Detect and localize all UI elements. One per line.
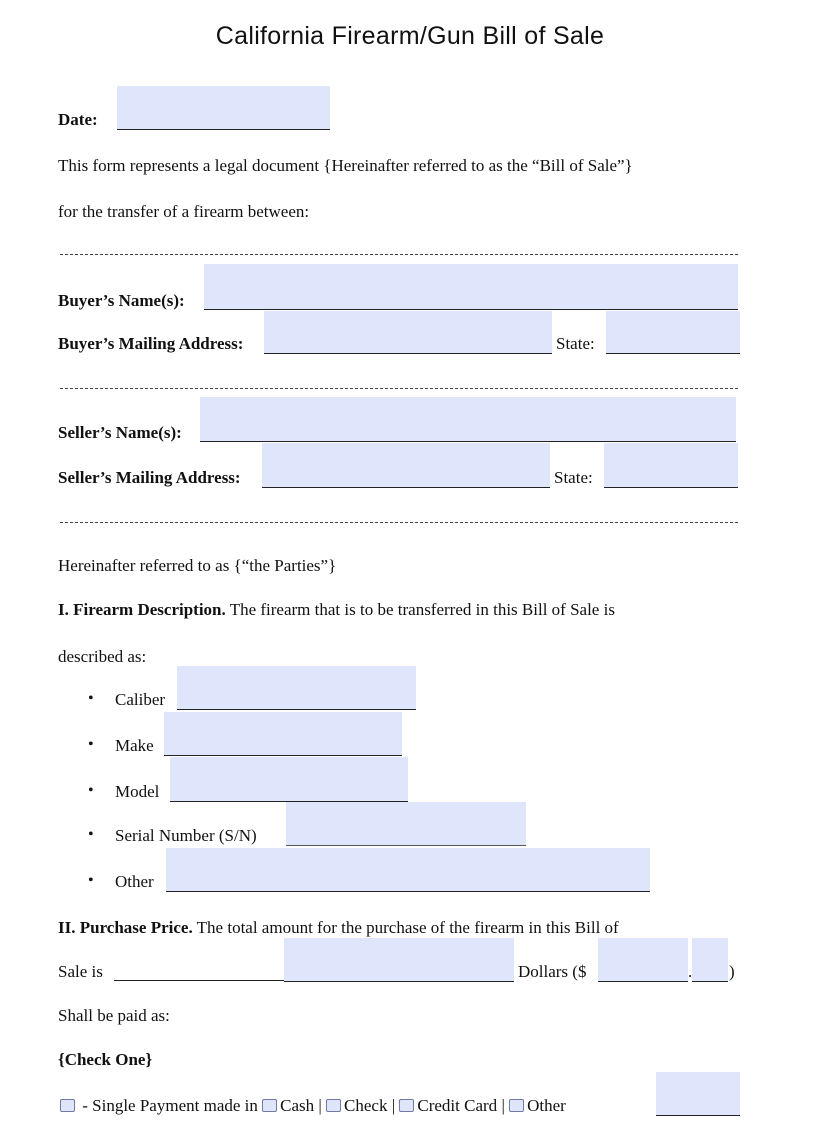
payment-options-row: - Single Payment made in Cash | Check | Credit Card | Other (60, 1096, 566, 1116)
separator-dashes (60, 388, 738, 389)
buyer-state-label: State: (556, 334, 595, 353)
cash-checkbox[interactable] (262, 1099, 277, 1112)
bullet: • (88, 872, 94, 889)
cash-label: Cash (280, 1096, 315, 1115)
single-payment-label: - Single Payment made in (78, 1096, 263, 1115)
section1-described-as: described as: (58, 647, 147, 666)
bullet: • (88, 690, 94, 707)
buyer-state-field[interactable] (606, 311, 740, 354)
section1-heading: I. Firearm Description. (58, 600, 226, 619)
other-field[interactable] (166, 848, 650, 892)
separator-dashes (60, 522, 738, 523)
sale-is-label: Sale is (58, 962, 103, 981)
other-payment-checkbox[interactable] (509, 1099, 524, 1112)
seller-name-field[interactable] (200, 397, 736, 442)
parties-text: Hereinafter referred to as {“the Parties”} (58, 556, 337, 575)
date-field[interactable] (117, 86, 330, 130)
buyer-name-label: Buyer’s Name(s): (58, 291, 185, 310)
other-payment-label: Other (527, 1096, 566, 1115)
bullet: • (88, 736, 94, 753)
model-field[interactable] (170, 757, 408, 802)
document-title: California Firearm/Gun Bill of Sale (215, 22, 605, 50)
price-words-underline (114, 980, 284, 981)
seller-state-field[interactable] (604, 443, 738, 488)
serial-number-label: Serial Number (S/N) (115, 826, 257, 845)
check-label: Check (344, 1096, 388, 1115)
make-label: Make (115, 736, 154, 755)
section2-heading: II. Purchase Price. (58, 918, 193, 937)
section2-intro: II. Purchase Price. The total amount for the purchase of the firearm in this Bill of (58, 918, 619, 937)
credit-card-label: Credit Card (417, 1096, 498, 1115)
buyer-address-field[interactable] (264, 311, 552, 354)
intro-line-1: This form represents a legal document {Hereinafter referred to as the “Bill of Sale”} (58, 156, 633, 175)
date-label: Date: (58, 110, 98, 129)
caliber-label: Caliber (115, 690, 166, 709)
seller-address-field[interactable] (262, 443, 550, 488)
intro-line-2: for the transfer of a firearm between: (58, 202, 310, 221)
single-payment-checkbox[interactable] (60, 1099, 75, 1112)
decimal-point: . (688, 962, 693, 981)
check-one-label: {Check One} (58, 1050, 153, 1069)
separator-dashes (60, 254, 738, 255)
buyer-name-field[interactable] (204, 264, 738, 310)
bullet: • (88, 782, 94, 799)
buyer-address-label: Buyer’s Mailing Address: (58, 334, 244, 353)
price-words-field[interactable] (284, 938, 514, 982)
credit-card-checkbox[interactable] (399, 1099, 414, 1112)
make-field[interactable] (164, 712, 402, 756)
dollars-label: Dollars ($ (518, 962, 587, 981)
serial-number-field[interactable] (286, 802, 526, 846)
model-label: Model (115, 782, 160, 801)
other-payment-field[interactable] (656, 1072, 740, 1116)
check-checkbox[interactable] (326, 1099, 341, 1112)
seller-state-label: State: (554, 468, 593, 487)
close-paren: ) (729, 962, 735, 981)
paid-as-text: Shall be paid as: (58, 1006, 170, 1025)
caliber-field[interactable] (177, 666, 416, 710)
dollars-amount-field[interactable] (598, 938, 688, 982)
other-label: Other (115, 872, 154, 891)
seller-name-label: Seller’s Name(s): (58, 423, 182, 442)
section1-intro: I. Firearm Description. The firearm that is to be transferred in this Bill of Sale is (58, 600, 615, 619)
seller-address-label: Seller’s Mailing Address: (58, 468, 241, 487)
cents-amount-field[interactable] (692, 938, 728, 982)
bullet: • (88, 826, 94, 843)
